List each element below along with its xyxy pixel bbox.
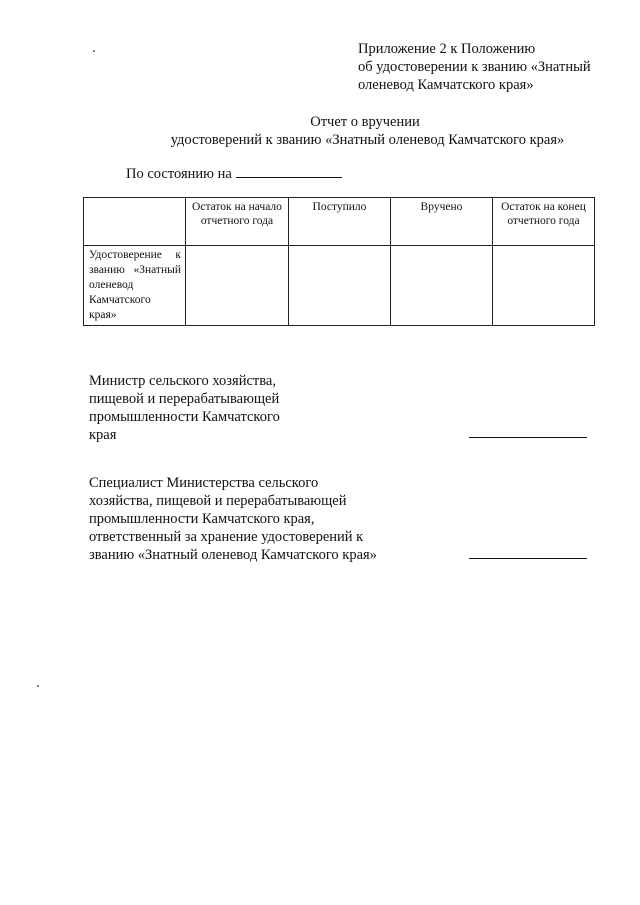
table-header-cell: Остаток на начало отчетного года [185, 198, 288, 246]
appendix-note [358, 40, 591, 94]
as-of-label: По состоянию на [126, 166, 232, 182]
scan-speck [37, 685, 39, 687]
table-cell [492, 246, 594, 326]
table-cell [390, 246, 492, 326]
appendix-line: оленевод Камчатского края» [358, 77, 534, 93]
specialist-title-line: хозяйства, пищевой и перерабатывающей [89, 493, 347, 509]
scan-speck [93, 50, 95, 52]
minister-signature-block [89, 372, 280, 444]
appendix-line: Приложение 2 к Положению [358, 41, 536, 57]
document-title [0, 113, 640, 149]
specialist-title-line: ответственный за хранение удостоверений к [89, 529, 364, 545]
table-header-cell: Поступило [288, 198, 390, 246]
specialist-title-line: званию «Знатный оленевод Камчатского края» [89, 547, 377, 563]
specialist-title-line: Специалист Министерства сельского [89, 475, 319, 491]
as-of-date [126, 165, 342, 183]
minister-title-line: края [89, 427, 117, 443]
date-blank-line [236, 165, 342, 178]
table-row-label: Удостоверение к званию «Знатный оленевод Камчатского края» [84, 246, 186, 326]
table-header-cell: Остаток на конец отчетного года [492, 198, 594, 246]
specialist-title-line: промышленности Камчатского края, [89, 511, 315, 527]
table-cell [185, 246, 288, 326]
minister-title-line: Министр сельского хозяйства, [89, 373, 276, 389]
minister-title-line: промышленности Камчатского [89, 409, 280, 425]
appendix-line: об удостоверении к званию «Знатный [358, 59, 591, 75]
specialist-signature-block [89, 474, 377, 564]
specialist-signature-line [469, 558, 587, 559]
minister-title-line: пищевой и перерабатывающей [89, 391, 280, 407]
minister-signature-line [469, 437, 587, 438]
table-header-row [84, 198, 595, 246]
title-line-1: Отчет о вручении [310, 114, 420, 130]
table-header-cell [84, 198, 186, 246]
table-cell [288, 246, 390, 326]
title-line-2: удостоверений к званию «Знатный оленевод Камчатского края» [170, 132, 565, 148]
table-header-cell: Вручено [390, 198, 492, 246]
table-row [84, 246, 595, 326]
report-table [83, 197, 595, 326]
